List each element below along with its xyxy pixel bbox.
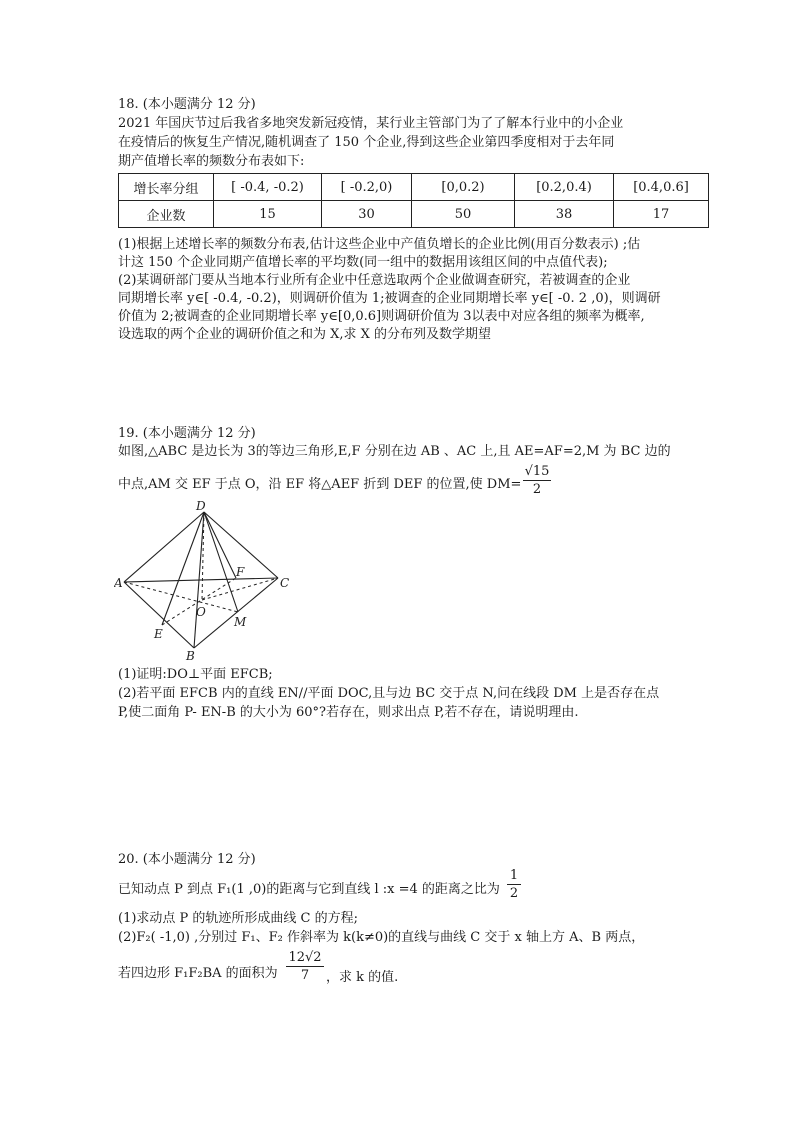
ratio-fraction-denominator: 2 bbox=[509, 886, 519, 901]
dm-fraction-denominator: 2 bbox=[532, 482, 542, 497]
q18-part-line-5: 价值为 2;被调查的企业同期增长率 y∈[0,0.6]则调研价值为 3以表中对应各组的频率为概率, bbox=[118, 309, 645, 324]
edge-oc-dashed bbox=[202, 578, 278, 600]
edge-df bbox=[204, 512, 236, 578]
table-cell-count: 17 bbox=[614, 201, 709, 228]
q18-part-line-3: (2)某调研部门要从当地本行业所有企业中任意选取两个企业做调查研究，若被调查的企业 bbox=[118, 273, 631, 288]
q20-line-end: ，求 k 的值. bbox=[326, 970, 399, 985]
q19-part-line-2: (2)若平面 EFCB 内的直线 EN//平面 DOC,且与边 BC 交于点 N,问在线段 DM 上是否存在点 bbox=[118, 686, 660, 701]
q20-part-2: (2)F₂( -1,0) ,分别过 F₁、F₂ 作斜率为 k(k≠0)的直线与曲线 C 交于 x 轴上方 A、B 两点， bbox=[118, 930, 645, 945]
edge-am-dashed bbox=[124, 582, 238, 612]
area-fraction bbox=[286, 950, 324, 983]
q19-part-line-3: P,使二面角 P- EN-B 的大小为 60°?若存在，则求出点 P,若不存在，请说明理由. bbox=[118, 705, 579, 720]
q18-intro-line-2: 在疫情后的恢复生产情况,随机调查了 150 个企业,得到这些企业第四季度相对于去年同 bbox=[118, 135, 615, 150]
table-cell-group: [0,0.2) bbox=[412, 174, 515, 201]
q18-intro-line-3: 期产值增长率的频数分布表如下: bbox=[118, 154, 305, 169]
q18-part-line-2: 计这 150 个企业同期产值增长率的平均数(同一组中的数据用该组区间的中点值代表); bbox=[118, 255, 608, 270]
table-cell-row-label: 企业数 bbox=[119, 201, 214, 228]
edge-da bbox=[124, 512, 204, 582]
table-cell-count: 30 bbox=[322, 201, 412, 228]
fraction-bar bbox=[286, 966, 324, 967]
q19-line-2: 中点,AM 交 EF 于点 O，沿 EF 将△AEF 折到 DEF 的位置,使 DM= bbox=[118, 477, 522, 492]
q20-line-area: 若四边形 F₁F₂BA 的面积为 bbox=[118, 966, 278, 981]
label-o: O bbox=[196, 605, 206, 619]
table-cell-row-label: 增长率分组 bbox=[119, 174, 214, 201]
q20-header: 20. (本小题满分 12 分) bbox=[118, 852, 256, 867]
fraction-bar bbox=[523, 480, 551, 481]
fraction-bar bbox=[507, 884, 521, 885]
q18-intro-line-1: 2021 年国庆节过后我省多地突发新冠疫情，某行业主管部门为了了解本行业中的小企业 bbox=[118, 116, 624, 131]
table-cell-count: 50 bbox=[412, 201, 515, 228]
table-row-counts bbox=[119, 201, 709, 228]
ratio-fraction bbox=[507, 868, 521, 901]
label-m: M bbox=[234, 615, 247, 629]
table-cell-count: 38 bbox=[515, 201, 614, 228]
table-cell-group: [ -0.2,0) bbox=[322, 174, 412, 201]
area-fraction-numerator: 12√2 bbox=[288, 950, 322, 965]
q18-part-line-1: (1)根据上述增长率的频数分布表,估计这些企业中产值负增长的企业比例(用百分数表示) ;估 bbox=[118, 237, 641, 252]
area-fraction-denominator: 7 bbox=[300, 968, 310, 983]
q19-header: 19. (本小题满分 12 分) bbox=[118, 426, 256, 441]
edge-bc bbox=[194, 578, 278, 648]
q19-part-line-1: (1)证明:DO⊥平面 EFCB; bbox=[118, 667, 273, 682]
label-d: D bbox=[196, 500, 206, 513]
table-cell-group: [0.4,0.6] bbox=[614, 174, 709, 201]
table-row-groups bbox=[119, 174, 709, 201]
label-b: B bbox=[186, 649, 195, 662]
table-cell-group: [ -0.4, -0.2) bbox=[214, 174, 322, 201]
ratio-fraction-numerator: 1 bbox=[509, 868, 519, 883]
label-c: C bbox=[280, 576, 290, 590]
q18-part-line-4: 同期增长率 y∈[ -0.4, -0.2)，则调研价值为 1;被调查的企业同期增长率 y∈[ -0. 2 ,0)，则调研 bbox=[118, 291, 661, 306]
dm-fraction-numerator: √15 bbox=[524, 464, 550, 479]
frequency-table bbox=[118, 173, 709, 228]
label-e: E bbox=[154, 627, 163, 641]
q18-header: 18. (本小题满分 12 分) bbox=[118, 97, 256, 112]
label-f: F bbox=[236, 565, 245, 579]
table-cell-group: [0.2,0.4) bbox=[515, 174, 614, 201]
q20-part-1: (1)求动点 P 的轨迹所形成曲线 C 的方程; bbox=[118, 911, 359, 926]
dm-fraction bbox=[523, 464, 551, 497]
q19-line-1: 如图,△ABC 是边长为 3的等边三角形,E,F 分别在边 AB 、AC 上,且 AE=AF=2,M 为 BC 边的 bbox=[118, 444, 671, 459]
folded-triangle-figure bbox=[114, 500, 294, 662]
q20-line-1: 已知动点 P 到点 F₁(1 ,0)的距离与它到直线 l :x =4 的距离之比为 bbox=[118, 882, 500, 897]
table-cell-count: 15 bbox=[214, 201, 322, 228]
edge-ac bbox=[124, 578, 278, 582]
label-a: A bbox=[114, 576, 123, 590]
q18-part-line-6: 设选取的两个企业的调研价值之和为 X,求 X 的分布列及数学期望 bbox=[118, 327, 492, 342]
